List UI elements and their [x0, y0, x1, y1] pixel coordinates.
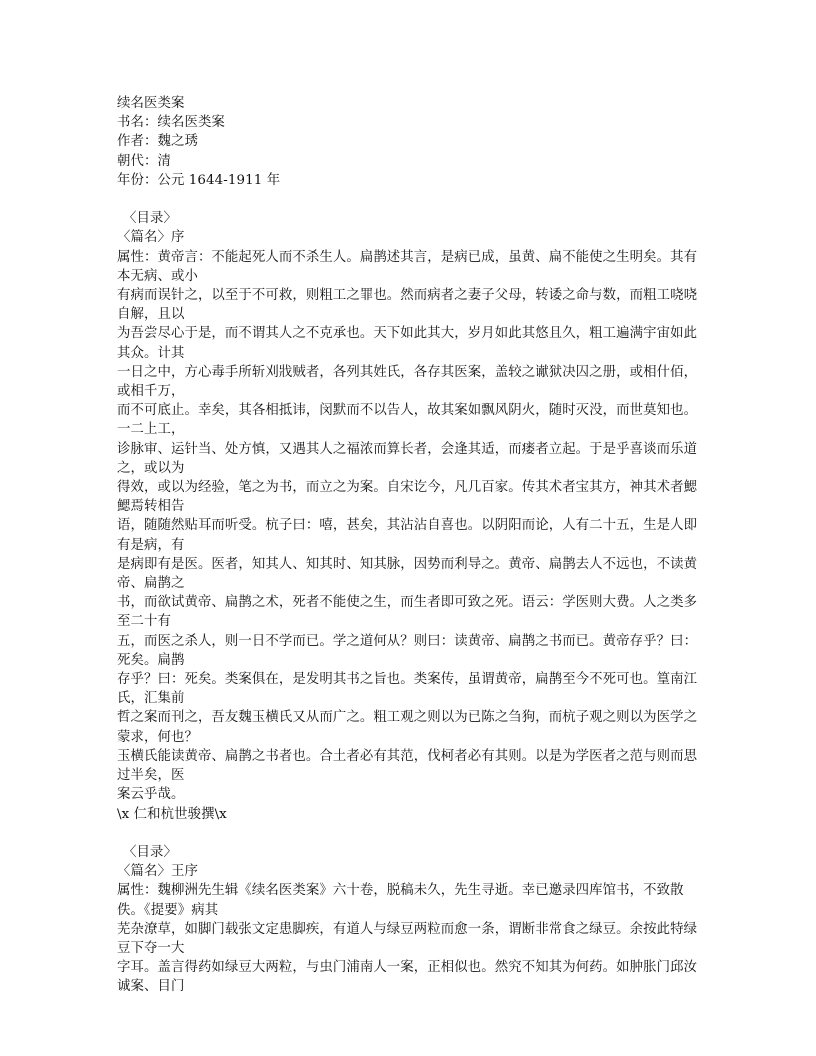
- text-line: \x 仁和杭世骏撰\x: [117, 806, 227, 822]
- text-line: 是病即有是医。医者，知其人、知其时、知其脉，因势而利导之。黄帝、扁鹊去人不远也，不读黄帝、扁鹊之: [117, 556, 698, 592]
- toc-heading: 〈目录〉: [123, 844, 177, 860]
- text-line: 字耳。盖言得药如绿豆大两粒，与虫门浦南人一案，正相似也。然究不知其为何药。如肿胀门邱汝诚案、目门: [117, 960, 698, 995]
- text-line: 存乎？曰：死矣。类案俱在，是发明其书之旨也。类案传，虽谓黄帝，扁鹊至今不死可也。篁南江氏，汇集前: [117, 672, 698, 707]
- text-line: 而不可底止。幸矣，其各相抵讳，闵默而不以告人，故其案如飘风阴火，随时灭没，而世莫知也。一二上工，: [117, 403, 698, 438]
- text-line: 有病而误针之，以至于不可救，则粗工之罪也。然而病者之妻子父母，转诿之命与数，而粗工哓哓自解，且以: [117, 288, 698, 323]
- book-name-field: 书名：续名医类案: [117, 115, 225, 131]
- book-title: 续名医类案: [117, 96, 185, 111]
- section-wang-preface: [117, 843, 709, 997]
- text-line: 属性：黄帝言：不能起死人而不杀生人。扁鹊述其言，是病已成，虽黄、扁不能使之生明矣。其有本无病、或小: [117, 249, 698, 284]
- text-line: 为吾尝尽心于是，而不谓其人之不克承也。天下如此其大，岁月如此其悠且久，粗工遍满宇宙如此其众。计其: [117, 326, 698, 361]
- dynasty-field: 朝代：清: [117, 153, 171, 169]
- chapter-heading: 〈篇名〉序: [117, 230, 185, 246]
- document-page: [117, 94, 709, 997]
- text-line: 书，而欲试黄帝、扁鹊之术，死者不能使之生，而生者即可致之死。语云：学医则大费。人之类多至二十有: [117, 595, 698, 630]
- toc-heading: 〈目录〉: [123, 211, 177, 227]
- author-field: 作者：魏之琇: [117, 134, 198, 150]
- text-line: 一日之中，方心毒手所斩刈戕贼者，各列其姓氏，各存其医案，盖较之谳狱决囚之册，或相什佰，或相千万，: [117, 364, 698, 400]
- section-body: [117, 881, 709, 996]
- chapter-heading: 〈篇名〉王序: [117, 864, 198, 880]
- text-line: 五，而医之杀人，则一日不学而已。学之道何从？则曰：读黄帝、扁鹊之书而已。黄帝存乎？曰：死矣。扁鹊: [117, 633, 698, 668]
- text-line: 语，随随然贴耳而听受。杭子曰：嘻，甚矣，其沾沾自喜也。以阴阳而论，人有二十五，生是人即有是病，有: [117, 518, 698, 553]
- text-line: 得效，或以为经验，笔之为书，而立之为案。自宋讫今，凡几百家。传其术者宝其方，神其术者鰓鰓焉转相告: [117, 480, 698, 515]
- text-line: 芜杂潦草，如脚门载张文定患脚疾，有道人与绿豆两粒而愈一条，谓断非常食之绿豆。余按此特绿豆下夺一大: [117, 921, 698, 956]
- text-line: 属性：魏柳洲先生辑《续名医类案》六十卷，脱稿未久，先生寻逝。幸已邀录四库馆书，不致散佚。《提要》病其: [117, 883, 684, 918]
- spacer: [117, 824, 709, 843]
- section-body: [117, 248, 709, 824]
- spacer: [117, 190, 709, 209]
- years-field: 年份：公元 1644-1911 年: [117, 172, 281, 188]
- text-line: 哲之案而刊之，吾友魏玉横氏又从而广之。粗工观之则以为已陈之刍狗，而杭子观之则以为医学之蒙求，何也？: [117, 710, 698, 745]
- text-line: 案云乎哉。: [117, 787, 185, 803]
- text-line: 玉横氏能读黄帝、扁鹊之书者也。合土者必有其范，伐柯者必有其则。以是为学医者之范与则而思过半矣，医: [117, 748, 698, 784]
- text-line: 诊脉审、运针当、处方慎，又遇其人之福浓而算长者，会逢其适，而瘘者立起。于是乎喜谈而乐道之，或以为: [117, 441, 698, 476]
- section-preface: [117, 209, 709, 824]
